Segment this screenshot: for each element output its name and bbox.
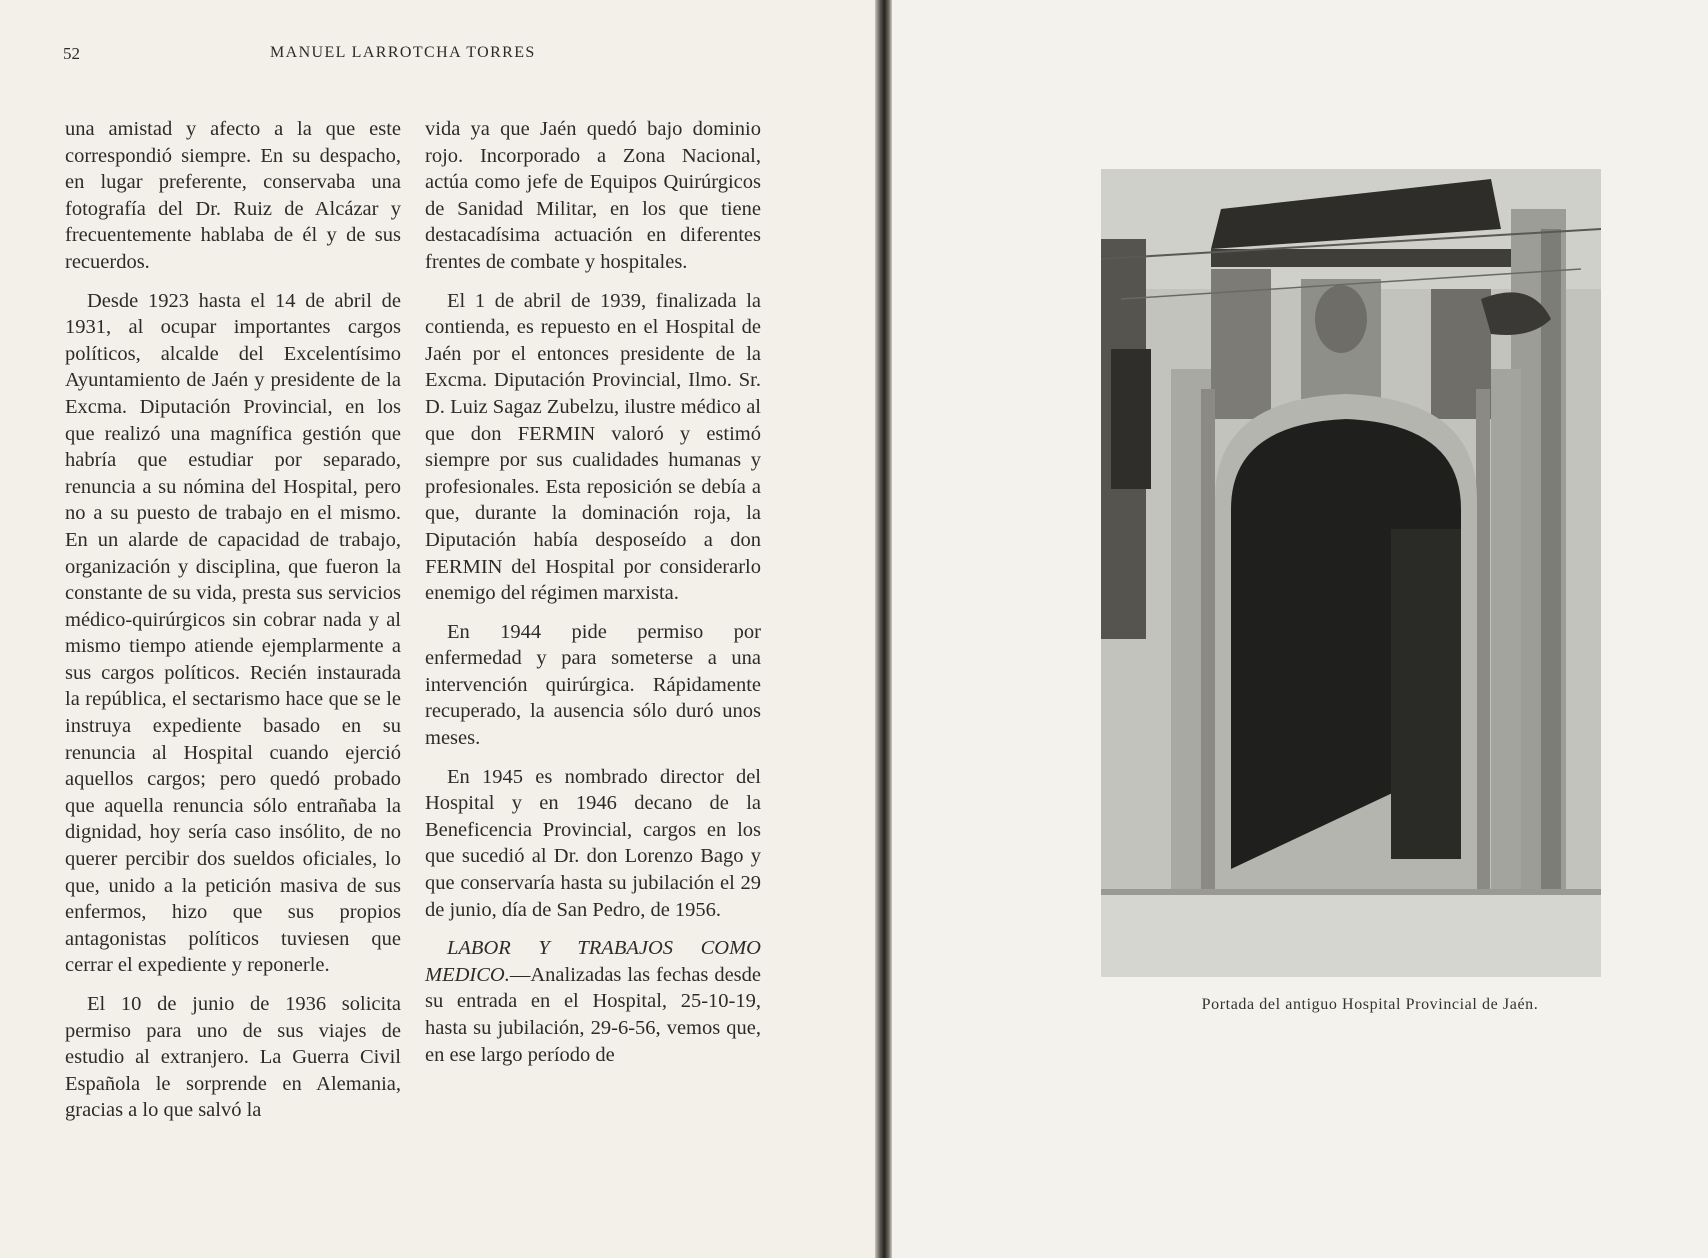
paragraph: En 1944 pide permiso por enfermedad y para someterse a una intervención quirúrgica. Rápidamente recuperado, la ausencia sólo duró unos meses.	[425, 620, 761, 750]
photo-caption: Portada del antiguo Hospital Provincial de Jaén.	[1201, 996, 1539, 1013]
paragraph: vida ya que Jaén quedó bajo dominio rojo. Incorporado a Zona Nacional, actúa como jefe de Equipos Quirúrgicos de Sanidad Militar, en los que tiene destacadísima actuación en diferentes frentes de combate y hospitales.	[425, 118, 761, 273]
book-gutter	[875, 0, 892, 1258]
text-column-left	[65, 116, 401, 1136]
running-head: MANUEL LARROTCHA TORRES	[270, 44, 536, 61]
paragraph: Desde 1923 hasta el 14 de abril de 1931, al ocupar importantes cargos políticos, alcalde del Excelentísimo Ayuntamiento de Jaén y presidente de la Excma. Diputación Provincial, en los que realizó una magnífica gestión que habría que estudiar por separado, renuncia a su nómina del Hospital, pero no a su puesto de trabajo en el mismo. En un alarde de capacidad de trabajo, organización y disciplina, que fueron la constante de su vida, presta sus servicios médico-quirúrgicos sin cobrar nada y al mismo tiempo atiende ejemplarmente a sus cargos políticos. Recién instaurada la república, el sectarismo hace que se le instruya expediente basado en su renuncia al Hospital cuando ejerció aquellos cargos; pero quedó probado que aquella renuncia sólo entrañaba la dignidad, hoy sería caso insólito, de no querer percibir dos sueldos oficiales, lo que, unido a la petición masiva de sus enfermos, hizo que sus propios antagonistas políticos tuviesen que cerrar el expediente y reponerle.	[65, 289, 401, 977]
paragraph: El 10 de junio de 1936 solicita permiso para uno de sus viajes de estudio al extranjero. La Guerra Civil Española le sorprende en Alemania, gracias a lo que salvó la	[65, 993, 401, 1122]
paragraph: una amistad y afecto a la que este correspondió siempre. En su despacho, en lugar preferente, conservaba una fotografía del Dr. Ruiz de Alcázar y frecuentemente hablaba de él y de sus recuerdos.	[65, 118, 401, 273]
section-heading: LABOR Y TRABAJOS COMO MEDICO.	[425, 937, 761, 986]
photo-illustration	[1101, 169, 1601, 977]
page-number: 52	[63, 44, 80, 63]
text-column-right	[425, 116, 761, 1080]
paragraph: En 1945 es nombrado director del Hospital y en 1946 decano de la Beneficencia Provincial, cargos en los que sucedió al Dr. don Lorenzo Bago y que conservaría hasta su jubilación el 29 de junio, día de San Pedro, de 1956.	[425, 765, 761, 921]
hospital-portal-photo	[1101, 169, 1601, 977]
section-paragraph	[425, 935, 761, 1068]
paragraph: El 1 de abril de 1939, finalizada la contienda, es repuesto en el Hospital de Jaén por el entonces presidente de la Excma. Diputación Provincial, Ilmo. Sr. D. Luiz Sagaz Zubelzu, ilustre médico al que don FERMIN valoró y estimó siempre por sus cualidades humanas y profesionales. Esta reposición se debía a que, durante la dominación roja, la Diputación había desposeído a don FERMIN del Hospital por considerarlo enemigo del régimen marxista.	[425, 289, 761, 605]
section-text: —Analizadas las fechas desde su entrada en el Hospital, 25-10-19, hasta su jubilación, 29-6-56, vemos que, en ese largo período de	[425, 963, 761, 1066]
